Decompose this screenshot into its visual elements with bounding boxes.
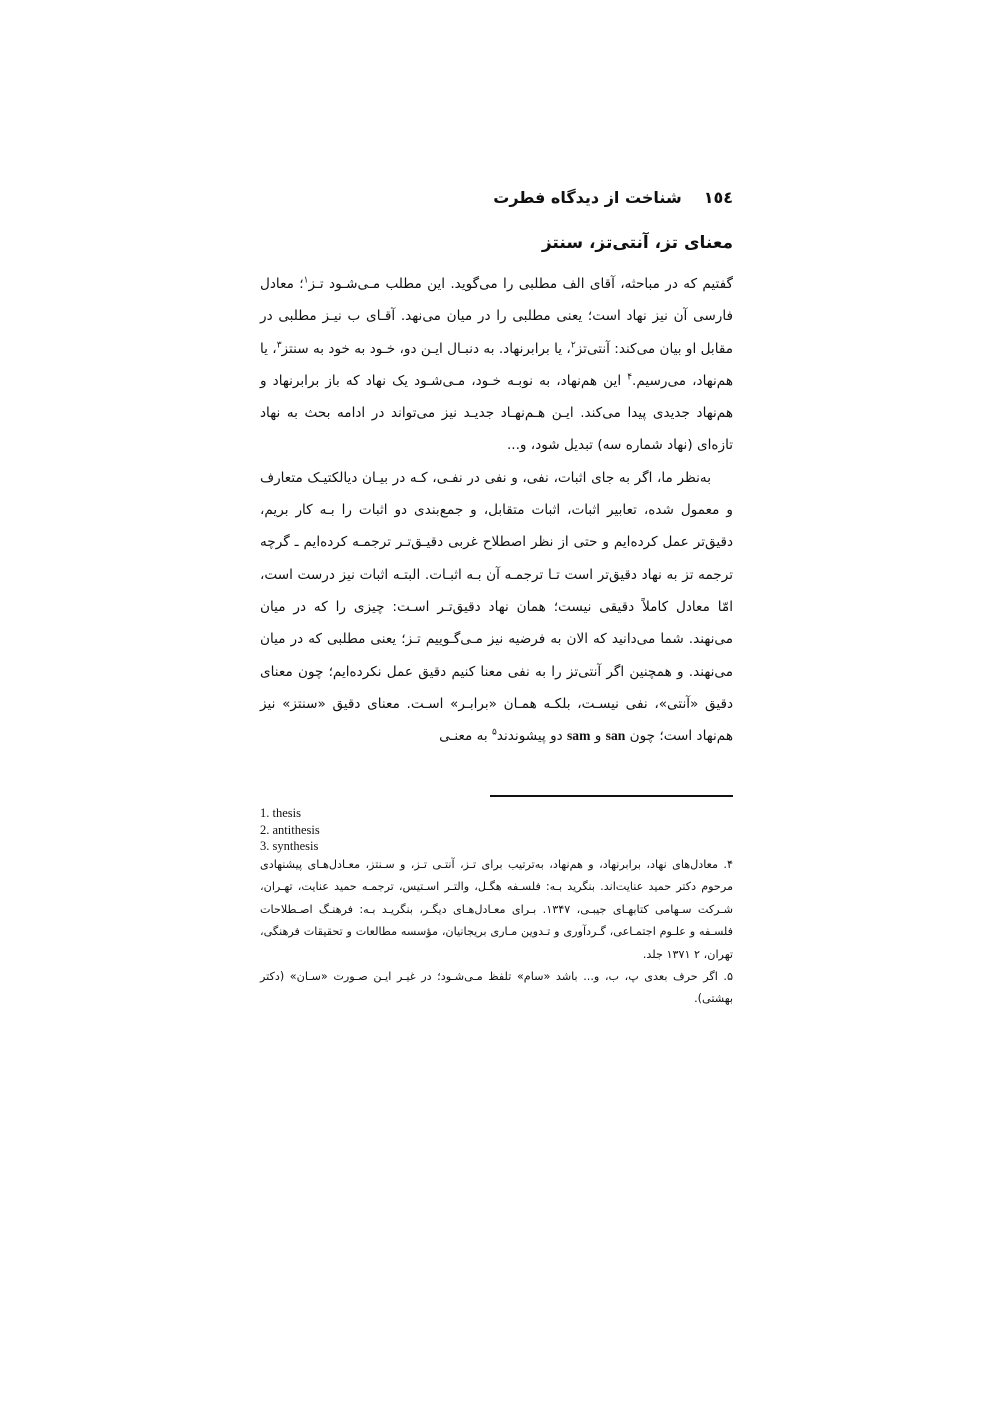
text-span: این هم‌نهاد، به نوبـه خـود، مـی‌شـود یک نهاد که باز برابرنهاد و هم‌نهاد جدیدی پیدا می‌کند. ایـن هـم‌نهـاد جدیـد نیز می‌تواند در ادامه بحث به نهاد تازه‌ای (نهاد شماره سه) تبدیل شود، و...: [260, 372, 733, 454]
text-span: ؛ معادل فارسی آن نیز نهاد است؛ یعنی مطلبی را در میان می‌نهد. آقـای ب نیـز مطلبی در مقابل او بیان می‌کند: آنتی‌تز: [260, 276, 734, 357]
text-span: گفتیم که در مباحثه، آقای الف مطلبی را می‌گوید. این مطلب مـی‌شـود تـز: [308, 276, 733, 292]
footnote-2: 2. antithesis: [260, 823, 320, 837]
text-span: دو پیشوندند: [496, 728, 568, 745]
latin-term: sam: [567, 728, 591, 744]
footnote-ref: ۵: [492, 727, 497, 738]
paragraph-2: [260, 462, 733, 753]
footnotes-persian: [260, 854, 733, 1011]
footnote-5: ۵. اگر حرف بعدی پ، ب، و... باشد «سام» تلفظ مـی‌شـود؛ در غیـر ایـن صـورت «سـان» (دکتر بهشتی).: [260, 970, 733, 1006]
page-number: ١٥٤: [703, 188, 733, 207]
footnote-divider: [490, 795, 733, 797]
running-header: [260, 188, 733, 214]
footnote-ref: ١: [303, 275, 309, 286]
footnote-1: 1. thesis: [260, 806, 301, 820]
book-title: شناخت از دیدگاه فطرت: [493, 188, 682, 207]
text-span: و: [590, 728, 606, 745]
footnote-ref: ٣: [276, 340, 282, 351]
text-span: ، یا برابرنهاد. به دنبـال ایـن دو، خـود به خود به سنتز: [281, 340, 571, 357]
footnote-3: 3. synthesis: [260, 839, 319, 853]
latin-term: san: [605, 728, 626, 744]
text-span: به‌نظر ما، اگر به جای اثبات، نفی، و نفی در نفـی، کـه در بیـان دیالکتیـک متعارف و معمول شده، تعابیر اثبات، اثبات متقابل، و جمع‌بندی دو اثبات را بـه کار بریم، دقیق‌تر عمل کرده‌ایم و حتی از نظر اصطلاح غربی دقیـق‌تـر ترجمـه کرده‌ایم ـ گرچه ترجمه تز به نهاد دقیق‌تر است تـا ترجمـه آن بـه اثبـات. البتـه اثبات نیز درست است، امّا معادل کاملاً دقیقی نیست؛ همان نهاد دقیق‌تـر اسـت: چیزی را که در میان می‌نهند. شما می‌دانید که الان به فرضیه نیز مـی‌گـوییم تـز؛ یعنی مطلبی که در میان می‌نهند. و همچنین اگر آنتی‌تز را به نفی معنا کنیم دقیق عمل نکرده‌ایم؛ چون معنای دقیق «آنتی»، نفی نیسـت، بلکـه همـان «برابـر» اسـت. معنای دقیق «سنتز» نیز هم‌نهاد است؛ چون: [260, 469, 733, 745]
text-span: به معنـی: [439, 728, 493, 745]
section-heading: معنای تز، آنتی‌تز، سنتز: [541, 233, 733, 253]
footnote-ref: ٢: [570, 340, 576, 351]
paragraph-1: [260, 268, 733, 462]
footnote-ref: ۴: [627, 372, 633, 383]
footnote-4: ۴. معادل‌های نهاد، برابرنهاد، و هم‌نهاد، به‌ترتیب برای تـز، آنتـی تـز، و سـنتز، معـادل‌هـای پیشنهادی مرحوم دکتر حمید عنایت‌اند. بنگرید بـه: فلسـفه هگـل، والتـر اسـتیس، ترجمـه حمید عنایت، تهـران، شـرکت سـهامی کتابهـای جیبـی، ۱۳۴۷. بـرای معـادل‌هـای دیگـر، بنگریـد بـه: فرهنـگ اصـطلاحات فلسـفه و علـوم اجتمـاعی، گـردآوری و تـدوین مـاری بریجانیان، مؤسسه مطالعات و تحقیقات فرهنگی، تهران، ۲ ۱۳۷۱ جلد.: [260, 858, 733, 961]
body-text: [260, 268, 733, 752]
text-span: ، یا هم‌نهاد، می‌رسیم.: [260, 340, 733, 389]
